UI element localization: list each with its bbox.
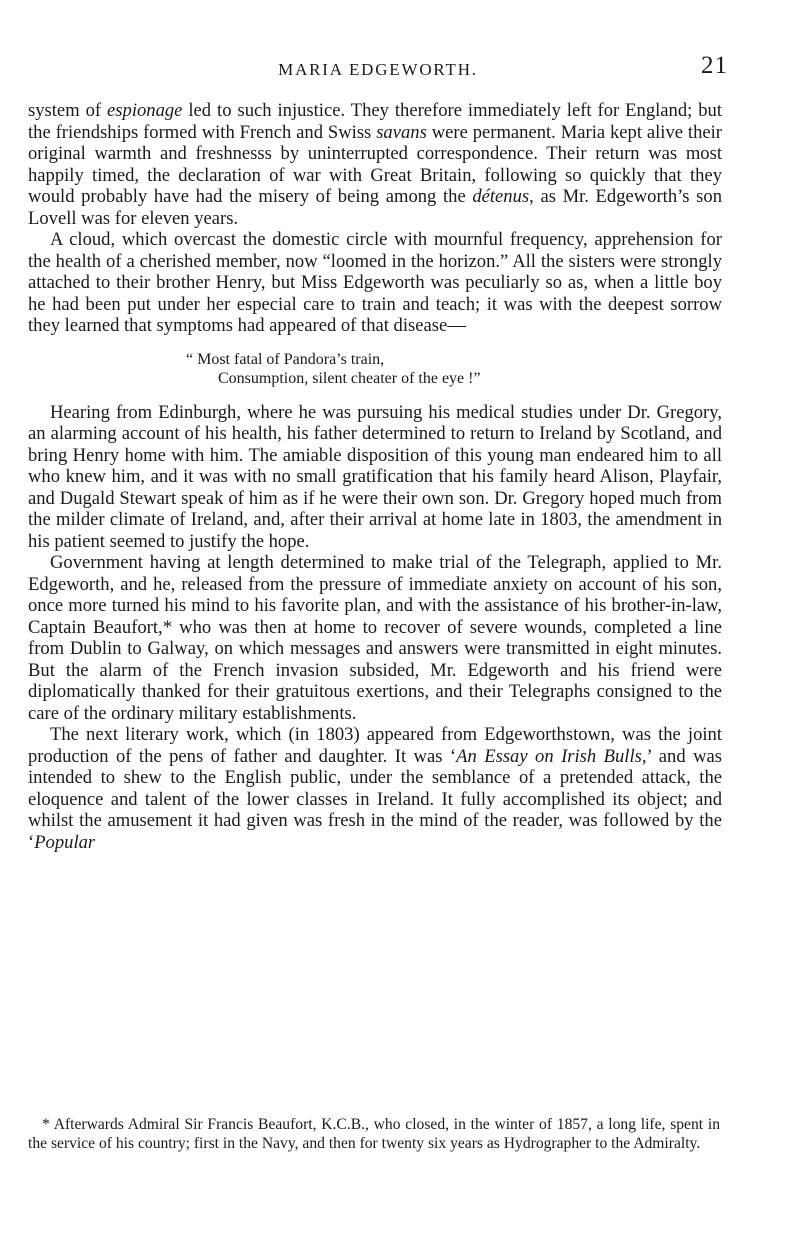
paragraph-2: A cloud, which overcast the domestic circle with mournful frequency, apprehension for the health of a cherished member, now “loomed in the horizon.” All the sisters were strongly attached to their brother Henry, but Miss Edgeworth was peculiarly so as, when a little boy he had been put under her especial care to train and teach; it was with the deepest sorrow they learned that symptoms had appeared of that disease— [28, 229, 722, 336]
italic-detenus: détenus [472, 186, 530, 207]
verse-line-1: “ Most fatal of Pandora’s train, [186, 350, 385, 368]
footnote-text: * Afterwards Admiral Sir Francis Beaufort, K.C.B., who closed, in the winter of 1857, a long life, spent in the service of his country; first in the Navy, and then for twenty six years as Hydrographer to the Admiralty. [28, 1116, 720, 1152]
footnote [28, 1116, 720, 1154]
italic-essay-title: An Essay on Irish Bulls, [456, 745, 647, 767]
body-text [28, 100, 722, 853]
paragraph-1-run: were permanent. Maria kept alive their original warmth and freshnesss by uninterrupted correspondence. Their return was most happily timed, the declaration of war with Great Britain, following so quickly that they would probably have had the misery of being among the [28, 121, 722, 207]
page-header [28, 52, 728, 86]
verse-line-2: Consumption, silent cheater of the eye !” [218, 370, 481, 387]
running-title: MARIA EDGEWORTH. [278, 60, 478, 79]
paragraph-4: Government having at length determined to make trial of the Telegraph, applied to Mr. Edgeworth, and he, released from the pressure of immediate anxiety on account of his son, once more turned his mind to his favorite plan, and with the assistance of his brother-in-law, Captain Beaufort,* who was then at home to recover of severe wounds, completed a line from Dublin to Galway, on which messages and answers were transmitted in eight minutes. But the alarm of the French invasion subsided, Mr. Edgeworth and his friend were diplomatically thanked for their gratuitous exertions, and their Telegraphs consigned to the care of the ordinary military establishments. [28, 552, 722, 724]
paragraph-1-run: , as Mr. Edgeworth’s son Lovell was for eleven years. [28, 186, 722, 229]
paragraph-1 [28, 100, 722, 229]
paragraph-1-run: system of [28, 100, 108, 121]
italic-popular: Popular [34, 831, 96, 853]
page-number: 21 [701, 52, 728, 79]
italic-savans: savans [376, 121, 427, 143]
italic-espionage: espionage [107, 100, 183, 121]
paragraph-5-run: The next literary work, which (in 1803) appeared from Edgeworthstown, was the joint production of the pens of father and daughter. It was ‘ [28, 724, 722, 767]
paragraph-1-run: led to such injustice. They therefore immediately left for England; but the friendships formed with French and Swiss [28, 100, 722, 143]
paragraph-3: Hearing from Edinburgh, where he was pursuing his medical studies under Dr. Gregory, an alarming account of his health, his father determined to return to Ireland by Scotland, and bring Henry home with him. The amiable disposition of this young man endeared him to all who knew him, and it was with no small gratification that his family heard Alison, Playfair, and Dugald Stewart speak of him as if he were their own son. Dr. Gregory hoped much from the milder climate of Ireland, and, after their arrival at home late in 1803, the amendment in his patient seemed to justify the hope. [28, 401, 722, 552]
paragraph-5 [28, 724, 722, 853]
verse-quotation [28, 350, 722, 389]
paragraph-5-run: ’ and was intended to shew to the English public, under the semblance of a pretended attack, the eloquence and talent of the lower classes in Ireland. It fully accomplished its object; and whilst the amusement it had given was fresh in the mind of the reader, was followed by the ‘ [28, 745, 722, 853]
